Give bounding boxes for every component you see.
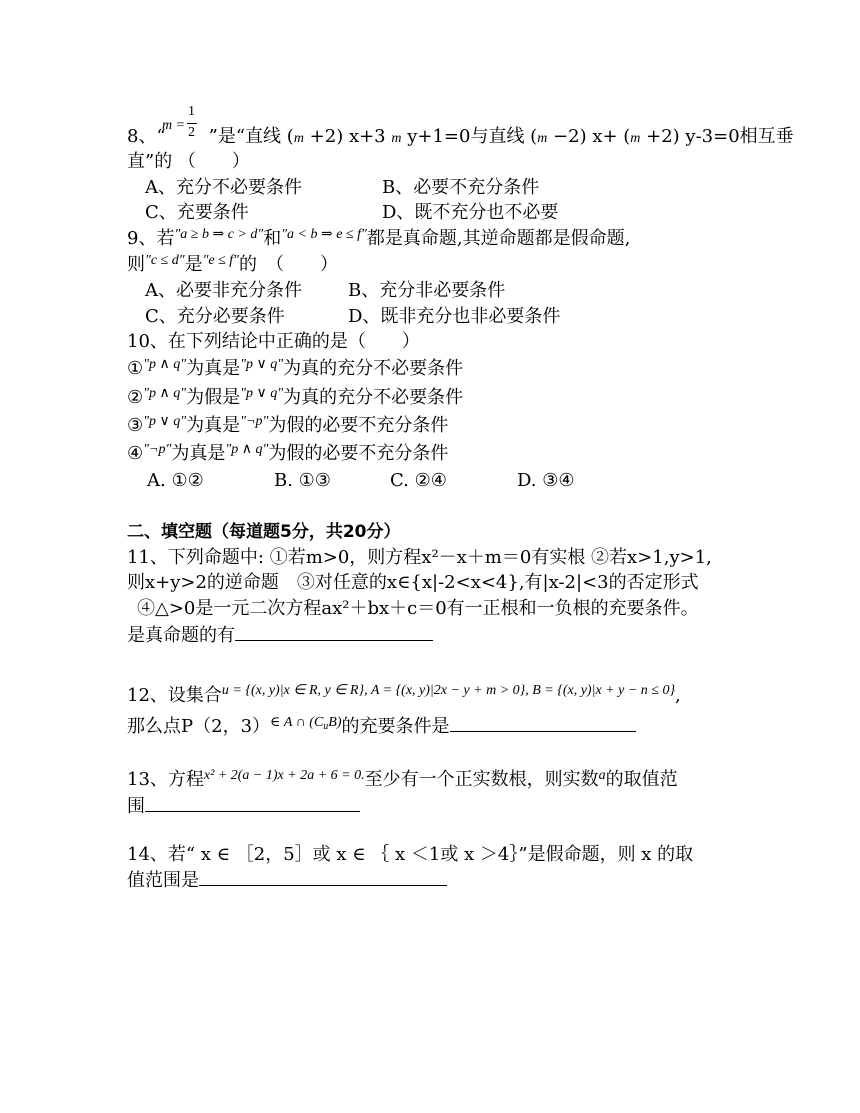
q8-line2: 直”的 （ ） [127, 151, 250, 172]
q9-formula-3: ″c ≤ d″ [145, 253, 185, 268]
q10-title: 10、在下列结论中正确的是（ ） [127, 331, 420, 352]
q12-formula: B) [328, 715, 342, 730]
section-2-title: 二、填空题（每道题5分，共20分） [127, 522, 401, 542]
q9-option-a: A、必要非充分条件 [145, 280, 302, 301]
q9-text: 则 [127, 254, 145, 275]
q11-line4 [127, 622, 433, 648]
q12-answer-blank[interactable] [450, 713, 636, 732]
q8-frac-var: m = [162, 118, 186, 133]
q8-line1 [127, 125, 794, 151]
q9-formula-4: ″e ≤ f″ [202, 253, 240, 268]
q8-frac-numerator: 1 [188, 104, 195, 119]
q10-option-b: B. ①③ [274, 470, 331, 491]
q8-text: ”是“直线 ( [208, 126, 294, 147]
q8-prefix: 8、“ [127, 126, 166, 147]
q9-option-c: C、充分必要条件 [145, 306, 285, 327]
q12-formula-subscript: u [323, 721, 329, 732]
q10-formula: "p ∨ q" [143, 414, 187, 429]
q12-set-definitions: u = {(x, y)|x ∈ R, y ∈ R}, A = {(x, y)|2x − y + m > 0}, B = {(x, y)|x + y − n ≤ 0} [221, 683, 676, 698]
q10-num: ② [127, 387, 144, 408]
q14-line1: 14、若“ x ∈ ［2，5］或 x ∈ ｛ x ＜1或 x ＞4｝”是假命题，则 x 的取 [127, 844, 694, 865]
q10-text: 为真是 [186, 358, 241, 379]
q8-var-m: m [630, 131, 641, 146]
q11-line1: 11、下列命题中: ①若m>0，则方程x²－x＋m＝0有实根 ②若x>1,y>1, [127, 547, 712, 568]
q9-text: 和 [263, 228, 282, 249]
q14-text: 值范围是 [127, 870, 199, 891]
q10-formula: "p ∧ q" [143, 357, 187, 372]
q11-label: 是真命题的有 [127, 625, 235, 646]
q10-formula: "¬p" [240, 414, 269, 429]
q9-formula-2: ″a < b ⇒ e ≤ f″ [281, 227, 367, 242]
q12-text: 12、设集合 [127, 685, 222, 706]
q14-answer-blank[interactable] [199, 867, 447, 886]
q11-line2: 则x+y>2的逆命题 ③对任意的x∈{x|-2<x<4},有|x-2|<3的否定形式 [127, 572, 699, 593]
q9-formula-1: ″a ≥ b ⇒ c > d″ [174, 227, 264, 242]
q9-line2 [127, 253, 338, 279]
q8-frac-denominator: 2 [188, 125, 195, 140]
q9-option-b: B、充分非必要条件 [348, 280, 506, 301]
q11-line3: ④△>0是一元二次方程ax²＋bx＋c＝0有一正根和一负根的充要条件。 [137, 598, 699, 619]
q8-var-m: m [391, 131, 402, 146]
q10-num: ④ [127, 443, 144, 464]
q11-answer-blank[interactable] [235, 622, 433, 641]
q10-formula: "p ∨ q" [240, 386, 284, 401]
q10-num: ③ [127, 415, 144, 436]
q12-formula: ∈ A ∩ (C [270, 715, 324, 730]
q13-text: 至少有一个正实数根，则实数 [364, 769, 599, 790]
q13-equation: x² + 2(a − 1)x + 2a + 6 = 0. [203, 768, 365, 783]
q12-text: , [675, 685, 681, 706]
q10-formula: "p ∧ q" [143, 386, 187, 401]
q8-text: −2) x+ ( [547, 126, 631, 147]
q8-option-a: A、充分不必要条件 [145, 177, 302, 198]
q12-line2 [127, 713, 636, 742]
q12-line1 [127, 684, 681, 710]
q13-text: 的取值范 [605, 769, 678, 790]
q13-text: 13、方程 [127, 769, 204, 790]
q12-text: 的充要条件是 [341, 716, 450, 737]
q10-option-d: D. ③④ [517, 470, 575, 491]
q13-line1 [127, 768, 678, 794]
q10-option-c: C. ②④ [390, 470, 447, 491]
q10-item-3 [127, 414, 448, 440]
q10-formula: "p ∧ q" [225, 442, 269, 457]
q9-text: 的 （ ） [239, 254, 339, 275]
q8-var-m: m [293, 131, 304, 146]
q13-text: 围 [127, 796, 145, 817]
q8-option-c: C、充要条件 [145, 202, 249, 223]
q13-answer-blank[interactable] [145, 793, 360, 812]
q10-item-2 [127, 386, 463, 412]
q10-text: 为假的必要不充分条件 [268, 415, 449, 436]
q10-text: 为真是 [171, 443, 226, 464]
q8-var-m: m [537, 131, 548, 146]
q8-text: +2) y-3=0相互垂 [640, 126, 794, 147]
q8-text: +2) x+3 [303, 126, 392, 147]
q10-option-a: A. ①② [147, 470, 204, 491]
q8-option-b: B、必要不充分条件 [382, 177, 540, 198]
q12-text: 那么点P（2，3） [127, 716, 271, 737]
q8-text: y+1=0与直线 ( [401, 126, 538, 147]
q10-text: 为假是 [186, 387, 241, 408]
q10-item-4 [127, 442, 448, 468]
q13-var-a: a [598, 768, 606, 783]
q9-option-d: D、既非充分也非必要条件 [348, 306, 561, 327]
q8-frac-bar [187, 123, 197, 124]
q9-line1 [127, 227, 630, 253]
q10-text: 为假的必要不充分条件 [268, 443, 449, 464]
q8-option-d: D、既不充分也不必要 [382, 202, 559, 223]
q10-num: ① [127, 358, 144, 379]
q10-text: 为真是 [186, 415, 241, 436]
q10-text: 为真的充分不必要条件 [283, 387, 464, 408]
q10-item-1 [127, 357, 463, 383]
q13-line2 [127, 793, 360, 819]
q10-formula: "p ∨ q" [240, 357, 284, 372]
q9-prefix: 9、若 [127, 228, 175, 249]
q9-text: 都是真命题,其逆命题都是假命题, [366, 228, 631, 249]
q10-text: 为真的充分不必要条件 [283, 358, 464, 379]
q9-text: 是 [184, 254, 203, 275]
q10-formula: "¬p" [143, 442, 172, 457]
q14-line2 [127, 867, 447, 893]
